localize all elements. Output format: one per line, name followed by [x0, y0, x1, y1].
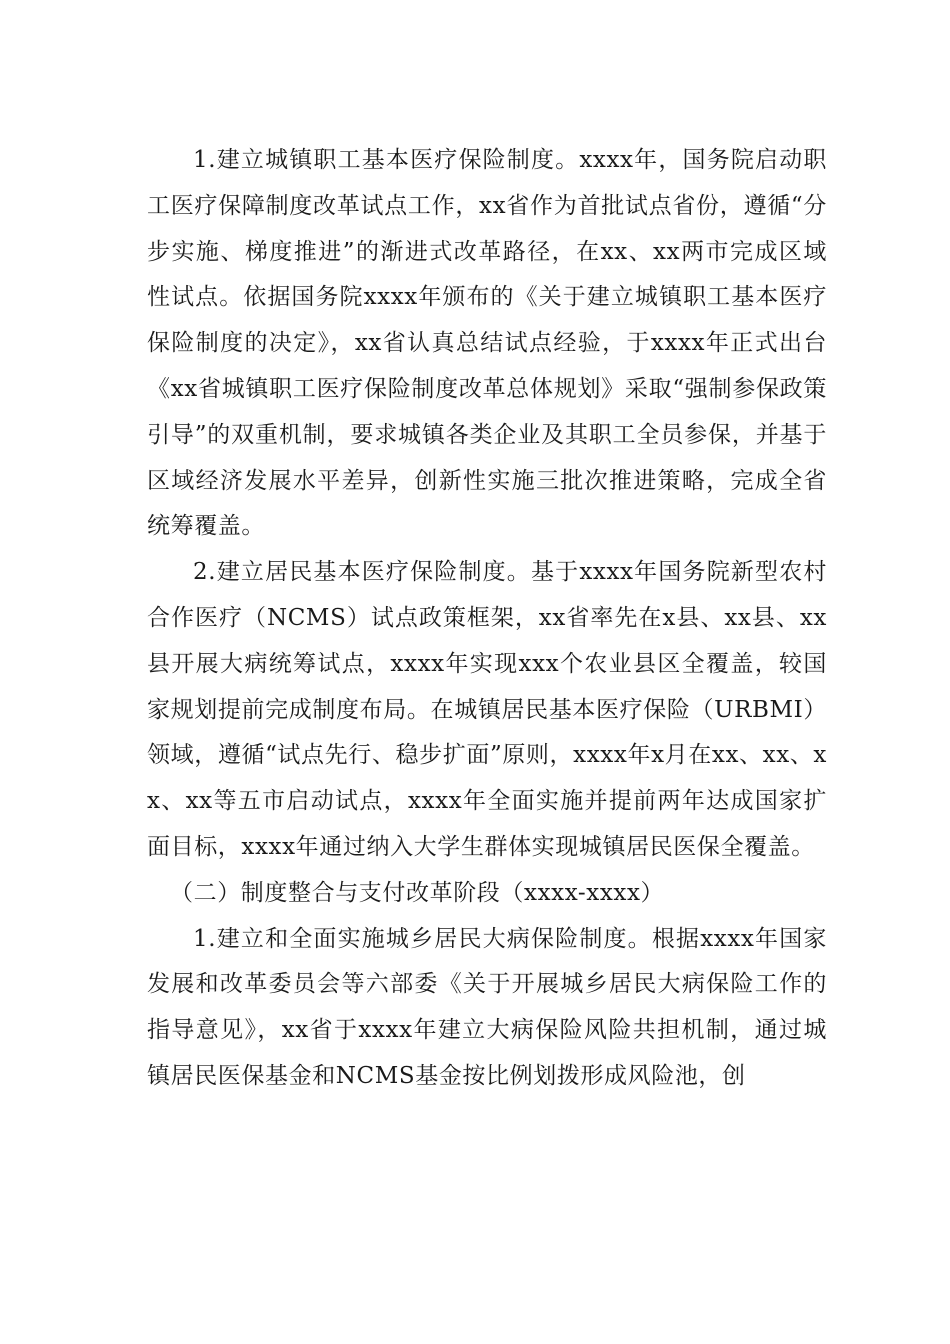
- section-heading-integration-reform: （二）制度整合与支付改革阶段（xxxx-xxxx）: [170, 879, 665, 906]
- paragraph-critical-illness-insurance: 1.建立和全面实施城乡居民大病保险制度。根据xxxx年国家发展和改革委员会等六部委《关于开展城乡居民大病保险工作的指导意见》，xx省于xxxx年建立大病保险风险共担机制，通过城镇居民医保基金和NCMS基金按比例划拨形成风险池，创: [147, 925, 827, 1089]
- document-body: [147, 138, 827, 1100]
- paragraph-urban-employee-insurance: 1.建立城镇职工基本医疗保险制度。xxxx年，国务院启动职工医疗保障制度改革试点工作，xx省作为首批试点省份，遵循“分步实施、梯度推进”的渐进式改革路径，在xx、xx两市完成区域性试点。依据国务院xxxx年颁布的《关于建立城镇职工基本医疗保险制度的决定》，xx省认真总结试点经验，于xxxx年正式出台《xx省城镇职工医疗保险制度改革总体规划》采取“强制参保政策引导”的双重机制，要求城镇各类企业及其职工全员参保，并基于区域经济发展水平差异，创新性实施三批次推进策略，完成全省统筹覆盖。: [147, 147, 827, 540]
- paragraph-resident-insurance: 2.建立居民基本医疗保险制度。基于xxxx年国务院新型农村合作医疗（NCMS）试点政策框架，xx省率先在x县、xx县、xx县开展大病统筹试点，xxxx年实现xxx个农业县区全覆盖，较国家规划提前完成制度布局。在城镇居民基本医疗保险（URBMI）领域，遵循“试点先行、稳步扩面”原则，xxxx年x月在xx、xx、xx、xx等五市启动试点，xxxx年全面实施并提前两年达成国家扩面目标，xxxx年通过纳入大学生群体实现城镇居民医保全覆盖。: [147, 559, 827, 860]
